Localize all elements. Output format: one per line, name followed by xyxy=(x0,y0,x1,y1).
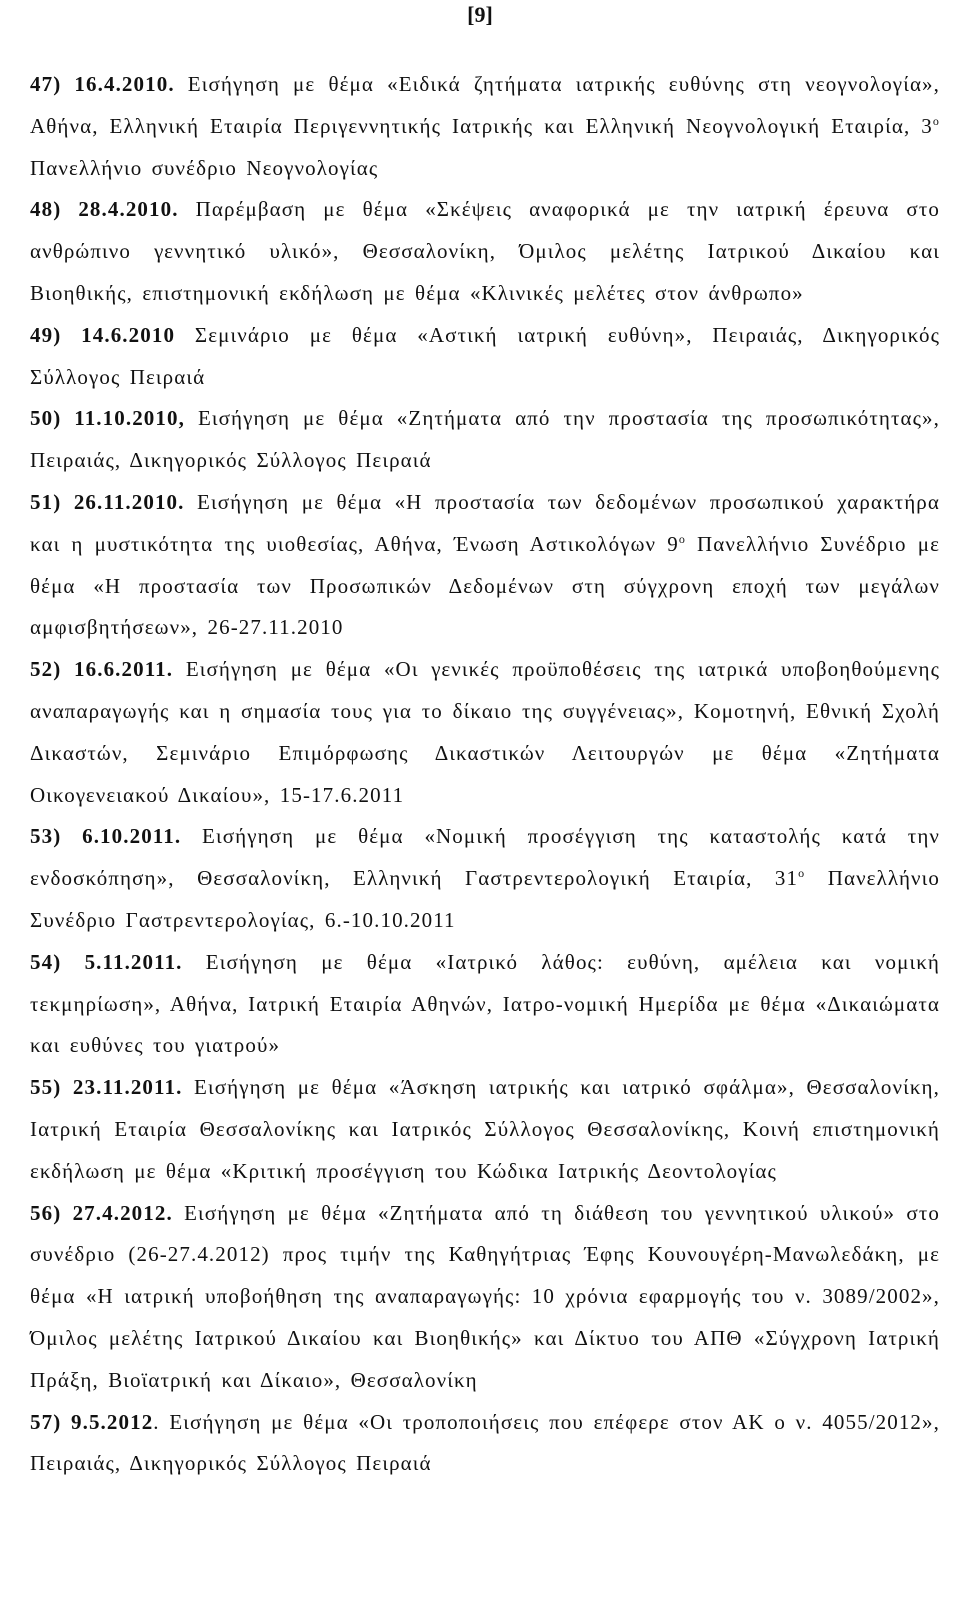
entry-text: Σεμινάριο με θέμα «Αστική ιατρική ευθύνη», Πειραιάς, Δικηγορικός Σύλλογος Πειραιά xyxy=(30,322,940,389)
list-item-54 xyxy=(30,942,940,1067)
page-number: [9] xyxy=(467,2,493,27)
entry-text: Εισήγηση με θέμα «Η προστασία των δεδομένων προσωπικού χαρακτήρα και η μυστικότητα της υιοθεσίας, Αθήνα, Ένωση Αστικολόγων 9 xyxy=(30,489,940,556)
entry-text: Εισήγηση με θέμα «Ζητήματα από τη διάθεση του γεννητικού υλικού» στο συνέδριο (26-27.4.2012) προς τιμήν της Καθηγήτριας Έφης Κουνουγέρη-Μανωλεδάκη, με θέμα «Η ιατρική υποβοήθηση της αναπαραγωγής: 10 χρόνια εφαρμογής του ν. 3089/2002», Όμιλος μελέτης Ιατρικού Δικαίου και Βιοηθικής» και Δίκτυο του ΑΠΘ «Σύγχρονη Ιατρική Πράξη, Βιοϊατρική και Δίκαιο», Θεσσαλονίκη xyxy=(30,1200,940,1392)
ordinal-superscript: ο xyxy=(932,113,940,128)
entry-text-tail: Πανελλήνιο Συνέδριο με θέμα «Η προστασία των Προσωπικών Δεδομένων στη σύγχρονη εποχή των μεγάλων αμφισβητήσεων», 26-27.11.2010 xyxy=(30,531,941,640)
entry-text-tail: Πανελλήνιο Συνέδριο Γαστρεντερολογίας, 6.-10.10.2011 xyxy=(30,866,940,932)
list-item-48 xyxy=(30,189,940,314)
list-item-56 xyxy=(30,1193,940,1402)
ordinal-superscript: ο xyxy=(798,866,806,881)
entry-heading: 47) 16.4.2010. xyxy=(30,72,175,96)
list-item-55 xyxy=(30,1067,940,1192)
entry-heading: 54) 5.11.2011. xyxy=(30,949,183,974)
entry-heading: 51) 26.11.2010. xyxy=(30,489,185,514)
list-item-50 xyxy=(30,398,940,482)
entry-text: . Εισήγηση με θέμα «Οι τροποποιήσεις που επέφερε στον ΑΚ ο ν. 4055/2012», Πειραιάς, Δικηγορικός Σύλλογος Πειραιά xyxy=(30,1409,940,1476)
list-item-49 xyxy=(30,315,940,399)
list-item-52 xyxy=(30,649,940,816)
entry-text: Παρέμβαση με θέμα «Σκέψεις αναφορικά με την ιατρική έρευνα στο ανθρώπινο γεννητικό υλικό», Θεσσαλονίκη, Όμιλος μελέτης Ιατρικού Δικαίου και Βιοηθικής, επιστημονική εκδήλωση με θέμα «Κλινικές μελέτες στον άνθρωπο» xyxy=(30,197,940,305)
list-item-53 xyxy=(30,816,940,941)
entry-text: Εισήγηση με θέμα «Ζητήματα από την προστασία της προσωπικότητας», Πειραιάς, Δικηγορικός Σύλλογος Πειραιά xyxy=(30,406,940,473)
entry-text: Εισήγηση με θέμα «Ιατρικό λάθος: ευθύνη, αμέλεια και νομική τεκμηρίωση», Αθήνα, Ιατρική Εταιρία Αθηνών, Ιατρο-νομική Ημερίδα με θέμα «Δικαιώματα και ευθύνες του γιατρού» xyxy=(30,949,940,1058)
entry-heading: 48) 28.4.2010. xyxy=(30,197,179,222)
entry-text: Εισήγηση με θέμα «Ειδικά ζητήματα ιατρικής ευθύνης στη νεογνολογία», Αθήνα, Ελληνική Εταιρία Περιγεννητικής Ιατρικής και Ελληνική Νεογνολογική Εταιρία, 3 xyxy=(30,72,940,138)
entry-text-tail: Πανελλήνιο συνέδριο Νεογνολογίας xyxy=(30,155,379,180)
entry-heading: 52) 16.6.2011. xyxy=(30,657,174,682)
ordinal-superscript: ο xyxy=(678,531,686,546)
list-item-51 xyxy=(30,482,940,649)
entry-list xyxy=(30,64,940,1485)
entry-text: Εισήγηση με θέμα «Άσκηση ιατρικής και ιατρικό σφάλμα», Θεσσαλονίκη, Ιατρική Εταιρία Θεσσαλονίκης και Ιατρικός Σύλλογος Θεσσαλονίκης, Κοινή επιστημονική εκδήλωση με θέμα «Κριτική προσέγγιση του Κώδικα Ιατρικής Δεοντολογίας xyxy=(30,1075,940,1183)
entry-heading: 53) 6.10.2011. xyxy=(30,824,182,849)
entry-text: Εισήγηση με θέμα «Οι γενικές προϋποθέσεις της ιατρικά υποβοηθούμενης αναπαραγωγής και η σημασία τους για το δίκαιο της συγγένειας», Κομοτηνή, Εθνική Σχολή Δικαστών, Σεμινάριο Επιμόρφωσης Δικαστικών Λειτουργών με θέμα «Ζητήματα Οικογενειακού Δικαίου», 15-17.6.2011 xyxy=(30,657,940,807)
list-item-57 xyxy=(30,1402,940,1486)
list-item-47 xyxy=(30,64,940,189)
entry-heading: 49) 14.6.2010 xyxy=(30,322,176,347)
entry-heading: 50) 11.10.2010, xyxy=(30,406,185,431)
entry-heading: 56) 27.4.2012. xyxy=(30,1200,173,1225)
entry-text: Εισήγηση με θέμα «Νομική προσέγγιση της καταστολής κατά την ενδοσκόπηση», Θεσσαλονίκη, Ελληνική Γαστρεντερολογική Εταιρία, 31 xyxy=(30,824,940,891)
entry-heading: 55) 23.11.2011. xyxy=(30,1075,183,1100)
entry-heading: 57) 9.5.2012 xyxy=(30,1409,154,1434)
